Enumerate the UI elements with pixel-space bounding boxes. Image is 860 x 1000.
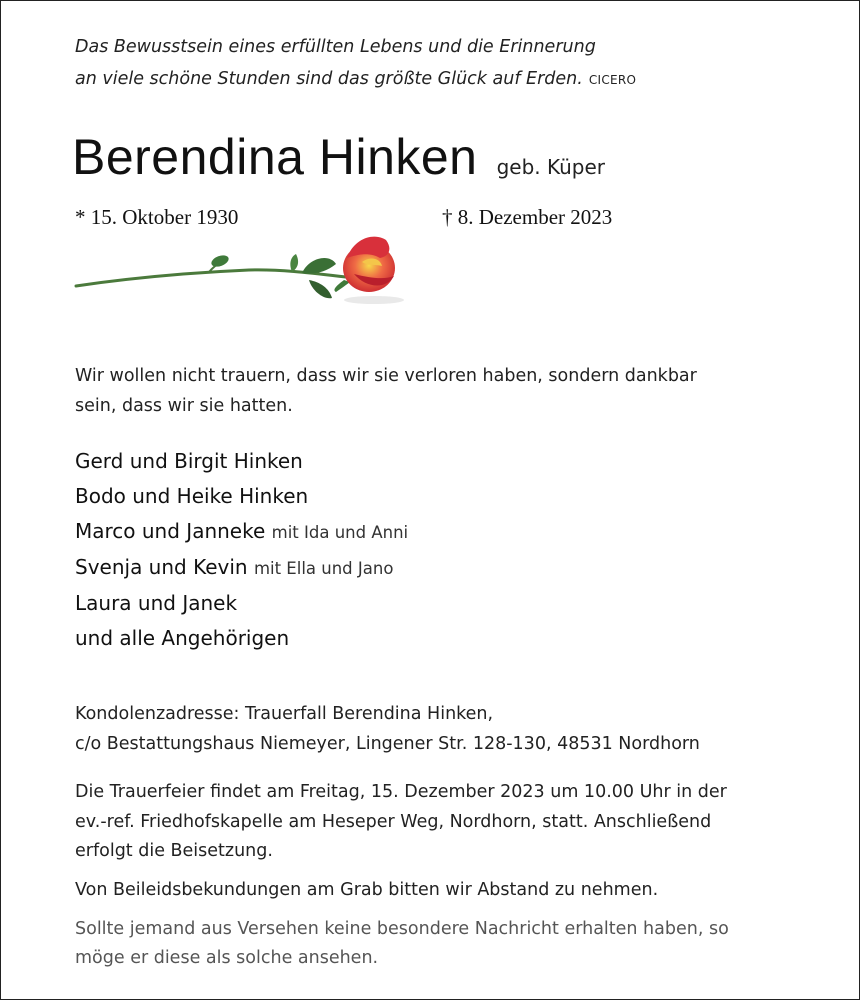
memorial-message [75, 362, 805, 421]
deceased-header [72, 128, 605, 186]
deceased-name: Berendina Hinken [72, 129, 478, 185]
rose-icon [74, 228, 404, 310]
condolence-request: Von Beileidsbekundungen am Grab bitten wir Abstand zu nehmen. [75, 880, 659, 900]
family-entry [75, 479, 408, 514]
birth-date: * 15. Oktober 1930 [75, 205, 239, 229]
quote-line-1: Das Bewusstsein eines erfüllten Lebens und die Erinnerung [75, 37, 596, 57]
quote-line-2-text: an viele schöne Stunden sind das größte Glück auf Erden. [75, 69, 583, 89]
service-line-2: ev.-ref. Friedhofskapelle am Heseper Weg, Nordhorn, statt. Anschließend [75, 811, 712, 832]
family-names: Bodo und Heike Hinken [75, 484, 309, 508]
maiden-name: geb. Küper [496, 155, 606, 179]
quote-line-2 [75, 63, 636, 96]
notice-line-2: möge er diese als solche ansehen. [75, 948, 379, 968]
family-entry [75, 514, 408, 550]
family-entry [75, 586, 408, 621]
condolence-line-2: c/o Bestattungshaus Niemeyer, Lingener Str. 128-130, 48531 Nordhorn [75, 734, 700, 754]
notice-line-1: Sollte jemand aus Versehen keine besondere Nachricht erhalten haben, so [75, 919, 729, 939]
family-entry [75, 550, 408, 586]
condolence-line-1: Kondolenzadresse: Trauerfall Berendina Hinken, [75, 704, 494, 724]
condolence-address [75, 699, 700, 759]
family-list [75, 444, 408, 656]
family-names: Laura und Janek [75, 591, 238, 615]
family-names: Marco und Janneke [75, 519, 266, 543]
quote-source: CICERO [588, 73, 637, 87]
message-line-2: sein, dass wir sie hatten. [75, 395, 293, 416]
service-line-3: erfolgt die Beisetzung. [75, 841, 273, 861]
family-children: mit Ella und Jano [253, 559, 394, 578]
death-date: † 8. Dezember 2023 [442, 205, 613, 229]
notice-text [75, 915, 805, 973]
family-entry [75, 621, 408, 656]
family-names: und alle Angehörigen [75, 626, 290, 650]
funeral-service-info [75, 778, 805, 867]
family-children: mit Ida und Anni [271, 523, 409, 542]
cicero-quote [75, 31, 636, 96]
family-names: Svenja und Kevin [75, 555, 248, 579]
message-line-1: Wir wollen nicht trauern, dass wir sie verloren haben, sondern dankbar [75, 366, 697, 386]
service-line-1: Die Trauerfeier findet am Freitag, 15. Dezember 2023 um 10.00 Uhr in der [75, 782, 727, 802]
family-names: Gerd und Birgit Hinken [75, 449, 303, 473]
family-entry [75, 444, 408, 479]
